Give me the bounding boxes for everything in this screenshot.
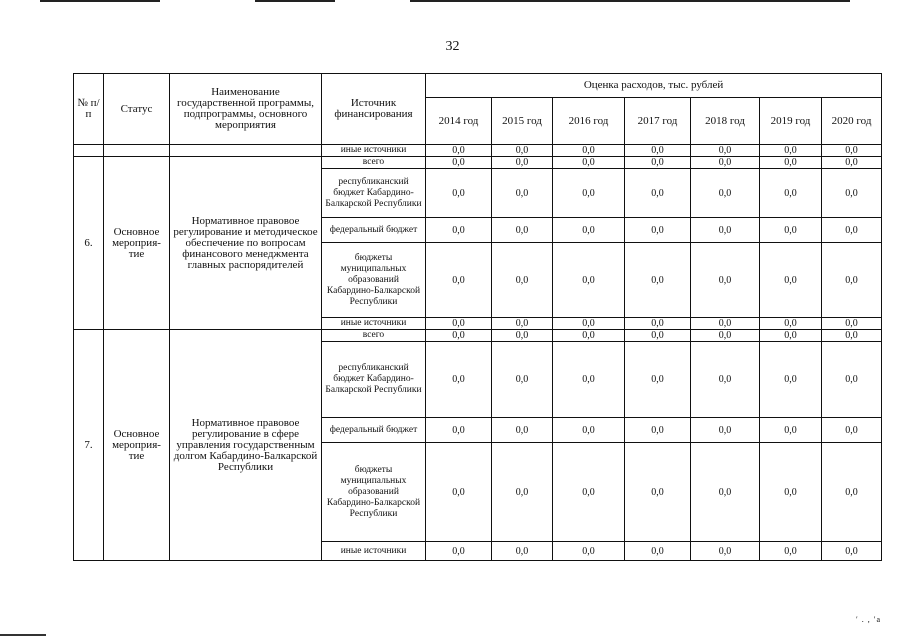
value-cell: 0,0: [822, 443, 882, 542]
source-cell: иные источники: [322, 318, 426, 330]
value-cell: 0,0: [625, 157, 691, 169]
header-source: Источник финансирования: [322, 74, 426, 145]
value-cell: 0,0: [492, 157, 553, 169]
top-rule-2: [255, 0, 335, 2]
value-cell: 0,0: [426, 330, 492, 342]
value-cell: 0,0: [822, 145, 882, 157]
value-cell: 0,0: [625, 169, 691, 218]
source-cell: федеральный бюджет: [322, 218, 426, 243]
value-cell: 0,0: [760, 443, 822, 542]
budget-table: [73, 73, 882, 561]
value-cell: 0,0: [691, 542, 760, 561]
value-cell: 0,0: [760, 145, 822, 157]
value-cell: 0,0: [553, 318, 625, 330]
page-number: 32: [445, 39, 460, 54]
value-cell: 0,0: [492, 218, 553, 243]
value-cell: 0,0: [553, 443, 625, 542]
item-number: 6.: [74, 157, 104, 330]
value-cell: 0,0: [760, 243, 822, 318]
value-cell: 0,0: [691, 342, 760, 418]
value-cell: 0,0: [426, 157, 492, 169]
value-cell: 0,0: [553, 218, 625, 243]
value-cell: 0,0: [553, 342, 625, 418]
item-status: Основное мероприя-тие: [104, 157, 170, 330]
value-cell: 0,0: [553, 169, 625, 218]
value-cell: 0,0: [625, 418, 691, 443]
value-cell: 0,0: [426, 443, 492, 542]
value-cell: 0,0: [691, 243, 760, 318]
value-cell: 0,0: [625, 318, 691, 330]
value-cell: 0,0: [625, 342, 691, 418]
header-estimate: Оценка расходов, тыс. рублей: [426, 74, 882, 98]
value-cell: 0,0: [760, 157, 822, 169]
source-cell: бюджеты муниципальных образований Кабардино-Балкарской Республики: [322, 243, 426, 318]
source-cell: бюджеты муниципальных образований Кабардино-Балкарской Республики: [322, 443, 426, 542]
value-cell: 0,0: [822, 169, 882, 218]
source-cell: республиканский бюджет Кабардино-Балкарской Республики: [322, 169, 426, 218]
table-row: [74, 330, 882, 342]
source-cell: иные источники: [322, 542, 426, 561]
value-cell: 0,0: [492, 443, 553, 542]
source-cell: иные источники: [322, 145, 426, 157]
value-cell: 0,0: [625, 542, 691, 561]
value-cell: 0,0: [760, 330, 822, 342]
value-cell: 0,0: [553, 157, 625, 169]
value-cell: 0,0: [492, 330, 553, 342]
value-cell: 0,0: [691, 145, 760, 157]
table-row: [74, 157, 882, 169]
header-year: 2015 год: [492, 98, 553, 145]
source-cell: республиканский бюджет Кабардино-Балкарской Республики: [322, 342, 426, 418]
header-name: Наименование государственной программы, подпрограммы, основного мероприятия: [170, 74, 322, 145]
value-cell: 0,0: [625, 443, 691, 542]
value-cell: 0,0: [625, 218, 691, 243]
value-cell: 0,0: [822, 243, 882, 318]
value-cell: 0,0: [760, 342, 822, 418]
header-year: 2017 год: [625, 98, 691, 145]
header-status: Статус: [104, 74, 170, 145]
value-cell: 0,0: [426, 145, 492, 157]
value-cell: 0,0: [553, 542, 625, 561]
value-cell: 0,0: [822, 418, 882, 443]
source-cell: федеральный бюджет: [322, 418, 426, 443]
value-cell: 0,0: [760, 218, 822, 243]
value-cell: 0,0: [822, 542, 882, 561]
value-cell: 0,0: [760, 542, 822, 561]
empty-cell: [74, 145, 104, 157]
value-cell: 0,0: [553, 330, 625, 342]
value-cell: 0,0: [822, 318, 882, 330]
corner-mark: ′ . , ′a: [855, 615, 881, 624]
top-rule-3: [410, 0, 850, 2]
value-cell: 0,0: [426, 243, 492, 318]
value-cell: 0,0: [426, 542, 492, 561]
value-cell: 0,0: [691, 443, 760, 542]
value-cell: 0,0: [492, 418, 553, 443]
value-cell: 0,0: [426, 342, 492, 418]
header-number: № п/п: [74, 74, 104, 145]
header-year: 2020 год: [822, 98, 882, 145]
value-cell: 0,0: [625, 145, 691, 157]
value-cell: 0,0: [492, 342, 553, 418]
value-cell: 0,0: [553, 145, 625, 157]
value-cell: 0,0: [625, 243, 691, 318]
header-year: 2019 год: [760, 98, 822, 145]
value-cell: 0,0: [492, 169, 553, 218]
item-status: Основное мероприя-тие: [104, 330, 170, 561]
value-cell: 0,0: [691, 169, 760, 218]
top-rule-1: [40, 0, 160, 2]
value-cell: 0,0: [426, 418, 492, 443]
value-cell: 0,0: [691, 218, 760, 243]
value-cell: 0,0: [822, 342, 882, 418]
value-cell: 0,0: [822, 330, 882, 342]
item-name: Нормативное правовое регулирование и методическое обеспечение по вопросам финансового менеджмента главных распорядителей: [170, 157, 322, 330]
value-cell: 0,0: [492, 318, 553, 330]
value-cell: 0,0: [760, 169, 822, 218]
value-cell: 0,0: [760, 318, 822, 330]
value-cell: 0,0: [553, 418, 625, 443]
empty-cell: [170, 145, 322, 157]
value-cell: 0,0: [492, 243, 553, 318]
source-cell: всего: [322, 157, 426, 169]
source-cell: всего: [322, 330, 426, 342]
item-number: 7.: [74, 330, 104, 561]
value-cell: 0,0: [426, 318, 492, 330]
value-cell: 0,0: [760, 418, 822, 443]
header-year: 2016 год: [553, 98, 625, 145]
value-cell: 0,0: [822, 157, 882, 169]
value-cell: 0,0: [691, 330, 760, 342]
empty-cell: [104, 145, 170, 157]
value-cell: 0,0: [426, 169, 492, 218]
header-year: 2018 год: [691, 98, 760, 145]
table-row: [74, 145, 882, 157]
value-cell: 0,0: [822, 218, 882, 243]
bottom-rule: [0, 634, 46, 636]
value-cell: 0,0: [492, 542, 553, 561]
value-cell: 0,0: [426, 218, 492, 243]
value-cell: 0,0: [691, 157, 760, 169]
value-cell: 0,0: [553, 243, 625, 318]
header-year: 2014 год: [426, 98, 492, 145]
value-cell: 0,0: [625, 330, 691, 342]
item-name: Нормативное правовое регулирование в сфере управления государственным долгом Кабардино-Балкарской Республики: [170, 330, 322, 561]
value-cell: 0,0: [691, 318, 760, 330]
value-cell: 0,0: [691, 418, 760, 443]
value-cell: 0,0: [492, 145, 553, 157]
